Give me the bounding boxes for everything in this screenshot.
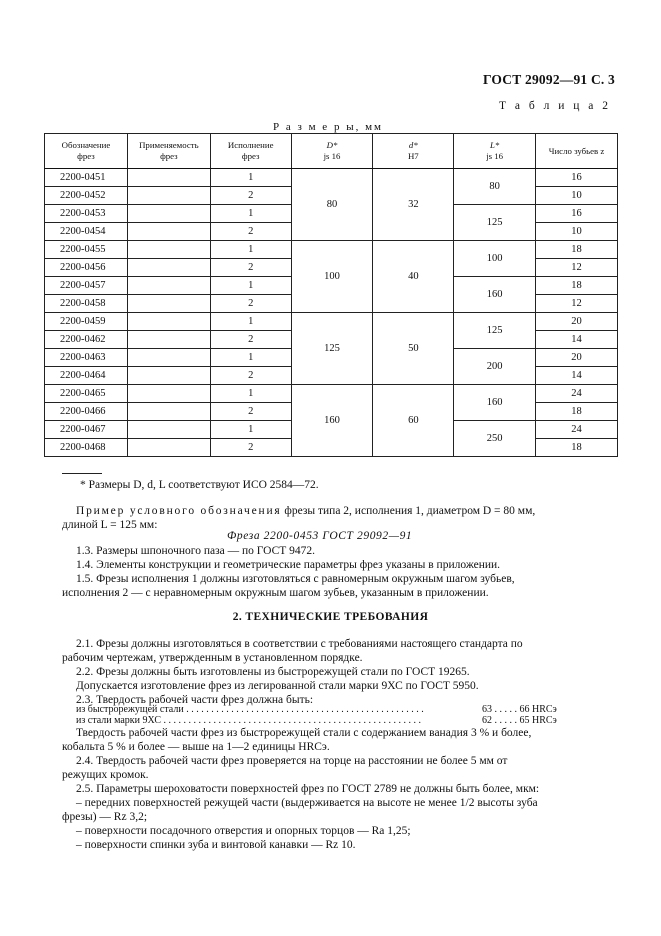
table-cell: 20 xyxy=(536,349,618,367)
table-cell: 2 xyxy=(210,331,291,349)
col-L: L* js 16 xyxy=(454,134,536,169)
table-cell: 1 xyxy=(210,313,291,331)
table-cell xyxy=(127,241,210,259)
table-cell: 32 xyxy=(373,169,454,241)
dimensions-caption: Р а з м е р ы, мм xyxy=(273,121,384,133)
table-cell: 125 xyxy=(454,313,536,349)
table-cell: 2 xyxy=(210,295,291,313)
table-cell: 125 xyxy=(291,313,373,385)
para-2-5-b: – поверхности посадочного отверстия и опорных торцов — Ra 1,25; xyxy=(76,825,411,837)
item-1-3: 1.3. Размеры шпоночного паза — по ГОСТ 9472. xyxy=(76,545,316,557)
para-2-4: 2.4. Твердость рабочей части фрез проверяется на торце на расстоянии не более 5 мм от xyxy=(76,755,508,767)
table-cell: 2 xyxy=(210,367,291,385)
item-1-5: 1.5. Фрезы исполнения 1 должны изготовляться с равномерным окружным шагом зубьев, xyxy=(76,573,515,585)
col-d: d* H7 xyxy=(373,134,454,169)
hardness-value-1: 63 . . . . . 66 HRCэ xyxy=(482,704,557,715)
table-cell: 16 xyxy=(536,205,618,223)
table-cell: 1 xyxy=(210,349,291,367)
table-cell: 2200-0452 xyxy=(45,187,128,205)
table-cell: 18 xyxy=(536,403,618,421)
table-cell xyxy=(127,205,210,223)
table-cell: 2200-0455 xyxy=(45,241,128,259)
col-applicability: Применяемость фрез xyxy=(127,134,210,169)
table-cell xyxy=(127,349,210,367)
table-cell: 2 xyxy=(210,187,291,205)
table-cell: 80 xyxy=(454,169,536,205)
table-cell xyxy=(127,187,210,205)
table-cell xyxy=(127,313,210,331)
table-cell: 160 xyxy=(291,385,373,457)
col-execution: Исполнение фрез xyxy=(210,134,291,169)
table-row xyxy=(45,313,618,331)
table-cell: 2200-0459 xyxy=(45,313,128,331)
table-cell: 2 xyxy=(210,439,291,457)
para-2-4-cont: режущих кромок. xyxy=(62,769,149,781)
table-cell: 2200-0467 xyxy=(45,421,128,439)
item-1-4: 1.4. Элементы конструкции и геометрические параметры фрез указаны в приложении. xyxy=(76,559,501,571)
para-2-5-c: – поверхности спинки зуба и винтовой канавки — Rz 10. xyxy=(76,839,356,851)
table-cell: 18 xyxy=(536,439,618,457)
table-cell xyxy=(127,277,210,295)
table-cell: 1 xyxy=(210,169,291,187)
table-cell: 160 xyxy=(454,385,536,421)
table-cell: 100 xyxy=(291,241,373,313)
table-cell: 1 xyxy=(210,385,291,403)
table-cell: 2200-0451 xyxy=(45,169,128,187)
table-cell xyxy=(127,421,210,439)
table-cell: 2200-0468 xyxy=(45,439,128,457)
table-cell: 2200-0456 xyxy=(45,259,128,277)
table-cell: 2200-0463 xyxy=(45,349,128,367)
table-cell: 2200-0464 xyxy=(45,367,128,385)
table-cell: 40 xyxy=(373,241,454,313)
table-cell: 24 xyxy=(536,421,618,439)
table-cell: 12 xyxy=(536,259,618,277)
table-cell: 16 xyxy=(536,169,618,187)
col-designation: Обозначение фрез xyxy=(45,134,128,169)
table-cell: 160 xyxy=(454,277,536,313)
table-cell xyxy=(127,385,210,403)
para-2-3-note: Твердость рабочей части фрез из быстрорежущей стали с содержанием ванадия 3 % и более, xyxy=(76,727,532,739)
table-cell xyxy=(127,367,210,385)
table-cell: 200 xyxy=(454,349,536,385)
table-cell: 18 xyxy=(536,241,618,259)
col-D: D* js 16 xyxy=(291,134,373,169)
para-2-1: 2.1. Фрезы должны изготовляться в соответствии с требованиями настоящего стандарта по xyxy=(76,638,523,650)
col-z: Число зубьев z xyxy=(536,134,618,169)
table-cell: 2 xyxy=(210,259,291,277)
table-cell: 12 xyxy=(536,295,618,313)
para-2-3: 2.3. Твердость рабочей части фрез должна быть: xyxy=(76,694,314,706)
example-line-2: длиной L = 125 мм: xyxy=(62,519,158,531)
para-2-5: 2.5. Параметры шероховатости поверхностей фрез по ГОСТ 2789 не должны быть более, мкм: xyxy=(76,783,540,795)
hardness-label-1: из быстрорежущей стали . . . . . . . . . . . . . . . . . . . . . . . . . . . . . . . . . . . . . . . . . . . . . . . . xyxy=(76,704,424,715)
para-2-3-note-cont: кобальта 5 % и более — выше на 1—2 единицы HRCэ. xyxy=(62,741,330,753)
table-cell: 1 xyxy=(210,421,291,439)
table-row xyxy=(45,385,618,403)
hardness-label-2: из стали марки 9ХС . . . . . . . . . . . . . . . . . . . . . . . . . . . . . . . . . . . . . . . . . . . . . . . . . . . . xyxy=(76,715,422,726)
table-row xyxy=(45,241,618,259)
table-cell: 2200-0453 xyxy=(45,205,128,223)
table-cell xyxy=(127,295,210,313)
footnote: * Размеры D, d, L соответствуют ИСО 2584—72. xyxy=(80,479,319,491)
hardness-value-2: 62 . . . . . 65 HRCэ xyxy=(482,715,557,726)
table-cell: 10 xyxy=(536,223,618,241)
page-header: ГОСТ 29092—91 С. 3 xyxy=(482,72,615,87)
table-cell: 1 xyxy=(210,277,291,295)
table-caption: Т а б л и ц а 2 xyxy=(498,100,611,112)
table-cell: 250 xyxy=(454,421,536,457)
table-cell: 24 xyxy=(536,385,618,403)
table-cell: 80 xyxy=(291,169,373,241)
para-2-5-a-cont: фрезы) — Rz 3,2; xyxy=(62,811,148,823)
table-cell: 2 xyxy=(210,403,291,421)
table-cell: 50 xyxy=(373,313,454,385)
para-2-2: 2.2. Фрезы должны быть изготовлены из быстрорежущей стали по ГОСТ 19265. xyxy=(76,666,470,678)
table-row xyxy=(45,169,618,187)
table-cell: 10 xyxy=(536,187,618,205)
example-code: Фреза 2200-0453 ГОСТ 29092—91 xyxy=(227,530,413,542)
footnote-divider xyxy=(62,473,102,474)
dimensions-table xyxy=(44,133,618,457)
table-cell: 2 xyxy=(210,223,291,241)
table-cell: 14 xyxy=(536,367,618,385)
item-1-5-cont: исполнения 2 — с неравномерным окружным шагом зубьев, указанным в приложении. xyxy=(62,587,489,599)
table-cell: 2200-0465 xyxy=(45,385,128,403)
table-cell xyxy=(127,331,210,349)
table-cell: 14 xyxy=(536,331,618,349)
table-cell xyxy=(127,169,210,187)
table-cell xyxy=(127,259,210,277)
table-cell: 2200-0457 xyxy=(45,277,128,295)
para-2-2-cont: Допускается изготовление фрез из легированной стали марки 9ХС по ГОСТ 5950. xyxy=(76,680,479,692)
table-cell: 1 xyxy=(210,241,291,259)
table-cell: 100 xyxy=(454,241,536,277)
table-cell: 125 xyxy=(454,205,536,241)
table-cell: 60 xyxy=(373,385,454,457)
example-line: Пример условного обозначения фрезы типа 2, исполнения 1, диаметром D = 80 мм, xyxy=(76,505,536,517)
table-cell xyxy=(127,223,210,241)
para-2-1-cont: рабочим чертежам, утвержденным в установленном порядке. xyxy=(62,652,363,664)
table-cell: 18 xyxy=(536,277,618,295)
table-cell: 2200-0462 xyxy=(45,331,128,349)
table-cell: 1 xyxy=(210,205,291,223)
table-cell: 20 xyxy=(536,313,618,331)
para-2-5-a: – передних поверхностей режущей части (выдерживается на высоте не менее 1/2 высоты зуба xyxy=(76,797,538,809)
table-cell xyxy=(127,439,210,457)
table-cell: 2200-0458 xyxy=(45,295,128,313)
table-cell: 2200-0454 xyxy=(45,223,128,241)
table-cell: 2200-0466 xyxy=(45,403,128,421)
section-title: 2. ТЕХНИЧЕСКИЕ ТРЕБОВАНИЯ xyxy=(232,611,429,623)
table-cell xyxy=(127,403,210,421)
